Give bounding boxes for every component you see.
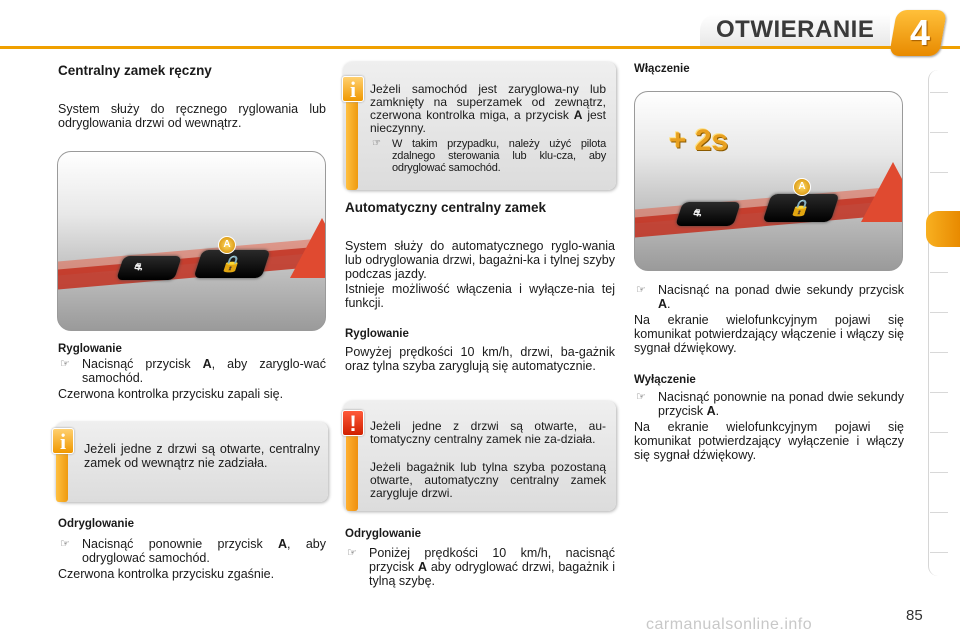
subheading-locking: Ryglowanie [58,343,122,355]
tab-divider [930,552,948,553]
tab-divider [930,312,948,313]
text: , aby zaryglo-wać samochód. [82,357,327,385]
text: Jeżeli samochód jest zaryglowa-ny lub zamknięty na superzamek od zewnątrz, czerwona kontrolka miga, a przycisk [370,82,606,122]
esp-off-icon: ⛐ [132,262,145,273]
auto-lock-intro: System służy do automatycznego ryglo-wania lub odryglowania drzwi, bagażni-ka i tylnej szyby podczas jazdy. [345,239,615,281]
info-icon: i [342,76,364,102]
chapter-title: OTWIERANIE [716,16,875,43]
hazard-triangle-icon [290,218,326,278]
info-box-accent [56,450,68,502]
subheading-auto-unlocking: Odryglowanie [345,528,422,540]
unlocking-step [58,537,326,565]
key-a: A [706,404,716,418]
key-a: A [417,560,428,574]
warning-box-text-1: Jeżeli jedne z drzwi są otwarte, au-tomatyczny centralny zamek nie za-działa. [370,419,606,446]
tab-divider [930,92,948,93]
disable-step [634,390,904,418]
enable-confirmation: Na ekranie wielofunkcyjnym pojawi się komunikat potwierdzający włączenie i włączy się sygnał dźwiękowy. [634,313,904,355]
manual-lock-intro: System służy do ręcznego ryglowania lub odryglowania drzwi od wewnątrz. [58,102,326,130]
subheading-enable: Włączenie [634,63,690,75]
tab-divider [930,352,948,353]
unlocking-note: Czerwona kontrolka przycisku zgaśnie. [58,567,275,581]
info-icon: i [52,428,74,454]
tab-divider [930,392,948,393]
hazard-triangle-icon [861,162,903,222]
pointing-hand-icon: ☞ [636,284,646,296]
subheading-unlocking: Odryglowanie [58,518,135,530]
esp-off-button [116,256,182,280]
pointing-hand-icon: ☞ [372,138,381,149]
tab-divider [930,172,948,173]
chapter-tab-active[interactable] [926,211,960,247]
chapter-number: 4 [909,12,931,53]
info-box-accent [346,98,358,190]
text: Nacisnąć ponownie przycisk [82,537,279,551]
key-a: A [573,108,583,122]
page-number: 85 [906,607,923,624]
text: , aby odryglować samochód. [82,537,326,565]
info-box-superlock-step [370,138,606,174]
subheading-disable: Wyłączenie [634,374,696,386]
tab-divider [930,472,948,473]
key-a: A [202,357,212,371]
tab-divider [930,272,948,273]
text: Nacisnąć przycisk [82,357,203,371]
key-a: A [278,537,288,551]
warning-box-accent [346,434,358,511]
text: Nacisnąć ponownie na ponad dwie sekundy przycisk [658,390,904,418]
section-heading-auto-lock: Automatyczny centralny zamek [345,200,547,215]
enable-step [634,283,904,311]
central-lock-button [762,194,839,222]
pointing-hand-icon: ☞ [347,547,357,559]
subheading-auto-locking: Ryglowanie [345,328,409,340]
button-a-label: A [793,178,811,196]
text: . [667,297,671,311]
auto-unlocking-step [345,546,615,588]
locking-note: Czerwona kontrolka przycisku zapali się. [58,387,284,401]
pointing-hand-icon: ☞ [60,358,70,370]
info-box-manual-lock-text: Jeżeli jedne z drzwi są otwarte, centralny zamek od wewnątrz nie zadziała. [84,442,320,470]
chapter-tab-rail [928,70,950,576]
door-lock-button-illustration [57,151,326,331]
info-box-superlock-text [370,83,606,135]
tab-divider [930,432,948,433]
warning-icon: ! [342,410,364,436]
watermark: carmanualsonline.info [646,616,813,633]
auto-lock-toggle-info: Istnieje możliwość włączenia i wyłącze-nia tej funkcji. [345,282,615,310]
text: . [715,404,720,418]
pointing-hand-icon: ☞ [636,391,646,403]
padlock-icon: 🔒 [788,200,814,217]
padlock-icon: 🔒 [219,256,245,273]
auto-locking-text: Powyżej prędkości 10 km/h, drzwi, ba-gażnik oraz tylna szyba zaryglują się automatycznie. [345,345,615,373]
disable-confirmation: Na ekranie wielofunkcyjnym pojawi się komunikat potwierdzający wyłączenie i włączy się sygnał dźwiękowy. [634,420,904,462]
central-lock-button [193,250,270,278]
button-a-label: A [218,236,236,254]
hold-button-illustration [634,91,903,271]
text: Nacisnąć na ponad dwie sekundy przycisk [658,283,904,297]
esp-off-button [675,202,741,226]
tab-divider [930,132,948,133]
warning-box-text-2: Jeżeli bagażnik lub tylna szyba pozostaną otwarte, automatyczny centralny zamek zarygluje drzwi. [370,460,606,500]
text: Poniżej prędkości 10 km/h, nacisnąć przycisk [369,546,615,574]
hold-two-seconds-label: + 2s [669,124,729,157]
text: jest nieczynny. [370,108,606,135]
key-a: A [658,297,668,311]
esp-off-icon: ⛐ [691,208,704,219]
tab-divider [930,512,948,513]
pointing-hand-icon: ☞ [60,538,70,550]
section-heading-manual-lock: Centralny zamek ręczny [58,63,212,78]
text: W takim przypadku, należy użyć pilota zdalnego sterowania lub klu-cza, aby odryglować samochód. [392,138,606,174]
text: aby odryglować drzwi, bagażnik i tylną szybę. [369,560,615,588]
header-stripe [0,46,960,49]
locking-step [58,357,326,385]
